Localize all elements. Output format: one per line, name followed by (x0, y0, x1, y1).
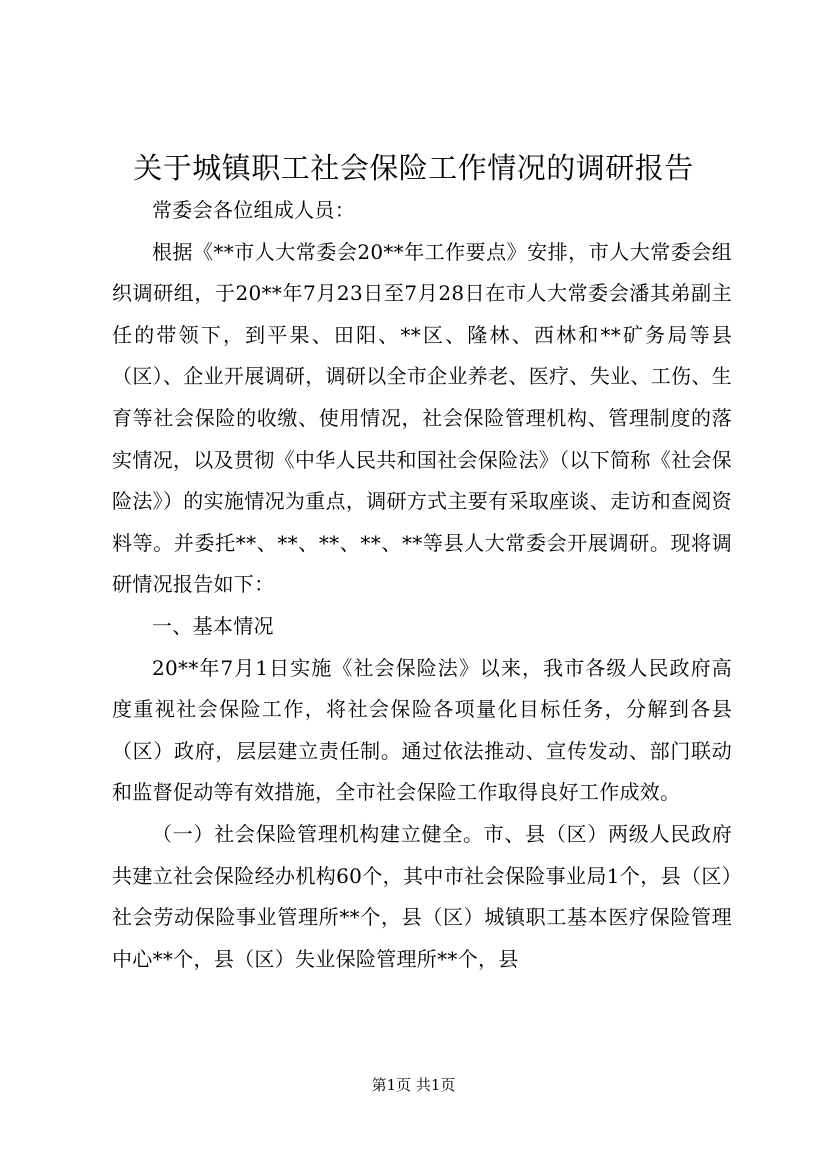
intro-paragraph: 根据《**市人大常委会20**年工作要点》安排，市人大常委会组织调研组，于20**年7月23日至7月28日在市人大常委会潘其弟副主任的带领下，到平果、田阳、**区、隆林、西林和**矿务局等县（区）、企业开展调研，调研以全市企业养老、医疗、失业、工伤、生育等社会保险的收缴、使用情况，社会保险管理机构、管理制度的落实情况，以及贯彻《中华人民共和国社会保险法》（以下简称《社会保险法》）的实施情况为重点，调研方式主要有采取座谈、走访和查阅资料等。并委托**、**、**、**、**等县人大常委会开展调研。现将调研情况报告如下： (112, 239, 732, 597)
document-body (112, 190, 732, 980)
subsection-paragraph: （一）社会保险管理机构建立健全。市、县（区）两级人民政府共建立社会保险经办机构60个，其中市社会保险事业局1个，县（区）社会劳动保险事业管理所**个，县（区）城镇职工基本医疗保险管理中心**个，县（区）失业保险管理所**个，县 (112, 821, 732, 971)
page-footer: 第1页 共1页 (371, 1076, 456, 1094)
document-title: 关于城镇职工社会保险工作情况的调研报告 (133, 151, 694, 185)
salutation-paragraph: 常委会各位组成人员： (152, 198, 355, 222)
section-heading: 一、基本情况 (152, 613, 274, 638)
basic-situation-paragraph: 20**年7月1日实施《社会保险法》以来，我市各级人民政府高度重视社会保险工作，将社会保险各项量化目标任务，分解到各县（区）政府，层层建立责任制。通过依法推动、宣传发动、部门联动和监督促动等有效措施，全市社会保险工作取得良好工作成效。 (112, 655, 732, 805)
